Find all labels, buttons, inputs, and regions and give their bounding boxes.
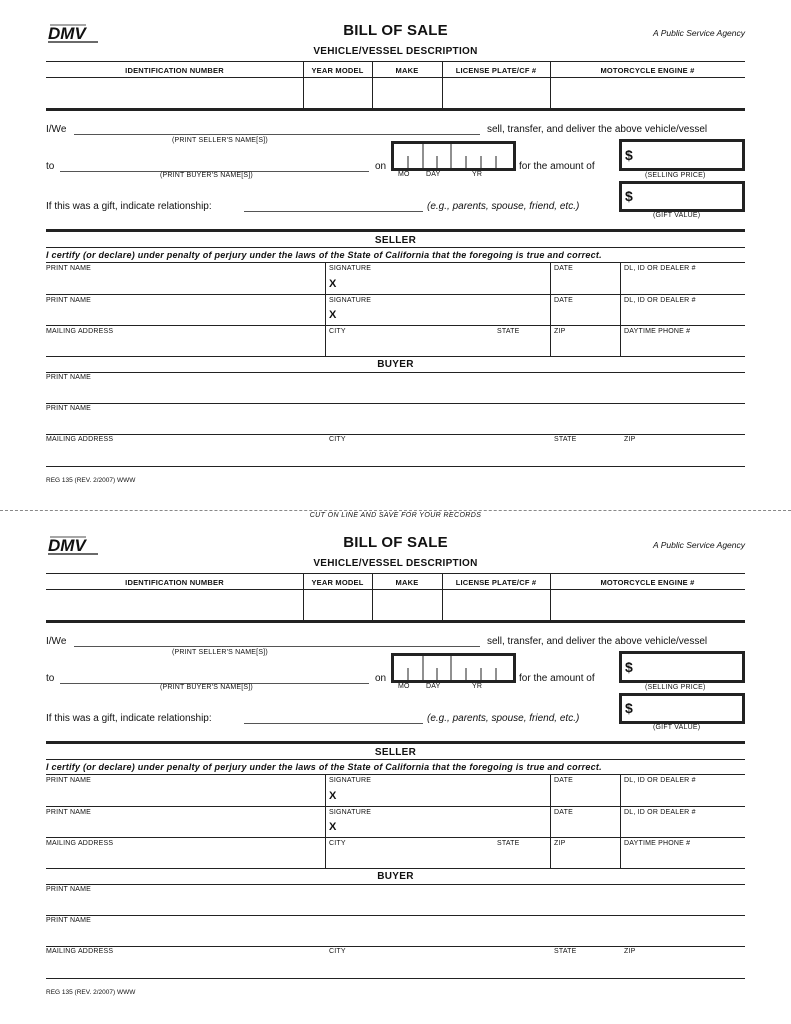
buyer1-print-name-field[interactable] [47,382,744,402]
to-label: to [46,673,55,684]
seller-daytime-phone-label: DAYTIME PHONE # [624,328,691,335]
on-label: on [375,161,387,172]
buyer2-print-name-label: PRINT NAME [46,405,92,412]
seller2-dl-label: DL, ID OR DEALER # [624,297,696,304]
sale-date-box[interactable] [391,141,516,171]
seller-city-label: CITY [329,840,346,847]
gift-value-caption: (GIFT VALUE) [653,724,701,731]
buyer-city-label: CITY [329,436,346,443]
seller1-signature-field[interactable] [340,273,549,293]
make-field[interactable] [373,590,441,619]
seller-city-label: CITY [329,328,346,335]
cut-line [0,510,791,511]
year-model-field[interactable] [304,590,371,619]
seller1-date-field[interactable] [551,785,619,805]
iwe-label: I/We [46,124,67,135]
buyer-city-label: CITY [329,948,346,955]
buyer-city-field[interactable] [326,444,550,465]
form-title: BILL OF SALE [343,534,448,551]
seller-mailing-address-label: MAILING ADDRESS [46,328,114,335]
seller2-signature-label: SIGNATURE [329,809,372,816]
seller1-signature-field[interactable] [340,785,549,805]
motorcycle-engine-field[interactable] [551,590,744,619]
gift-value-dollar: $ [625,188,633,204]
logo-text: DMV [48,24,86,43]
buyer1-print-name-field[interactable] [47,894,744,914]
year-model-field[interactable] [304,78,371,107]
buyer-state-label: STATE [554,948,577,955]
col-motorcycle-engine: MOTORCYCLE ENGINE # [600,66,695,75]
buyer-name-caption: (PRINT BUYER'S NAME[S]) [160,172,253,179]
buyer-state-label: STATE [554,436,577,443]
date-grid [394,144,513,168]
seller-name-line[interactable] [74,134,480,135]
sale-date-box[interactable] [391,653,516,683]
to-label: to [46,161,55,172]
gift-examples: (e.g., parents, spouse, friend, etc.) [427,713,580,724]
identification-number-field[interactable] [47,78,302,107]
buyer2-print-name-field[interactable] [47,413,744,433]
form-id-footer: REG 135 (REV. 2/2007) WWW [46,989,136,996]
date-yr-caption: YR [472,683,483,690]
col-make: MAKE [395,66,419,75]
seller1-date-field[interactable] [551,273,619,293]
buyer-state-field[interactable] [551,444,619,465]
seller-zip-field[interactable] [551,848,619,867]
col-make: MAKE [395,578,419,587]
seller-section-title: SELLER [374,747,417,758]
seller1-dl-label: DL, ID OR DEALER # [624,777,696,784]
buyer-name-caption: (PRINT BUYER'S NAME[S]) [160,684,253,691]
seller-section-title: SELLER [374,235,417,246]
amount-label: for the amount of [519,161,595,172]
col-license-plate: LICENSE PLATE/CF # [455,66,537,75]
selling-price-dollar: $ [625,147,633,163]
seller-mailing-address-field[interactable] [47,336,324,355]
seller-name-line[interactable] [74,646,480,647]
date-day-caption: DAY [426,683,441,690]
seller2-print-name-label: PRINT NAME [46,297,92,304]
seller1-print-name-label: PRINT NAME [46,265,92,272]
seller-name-caption: (PRINT SELLER'S NAME[S]) [172,649,268,656]
seller-city-state-field[interactable] [326,848,549,867]
seller1-date-label: DATE [554,777,573,784]
date-mo-caption: MO [398,171,410,178]
make-field[interactable] [373,78,441,107]
seller2-date-label: DATE [554,809,573,816]
selling-price-caption: (SELLING PRICE) [645,684,706,691]
gift-relationship-line[interactable] [244,723,423,724]
col-identification-number: IDENTIFICATION NUMBER [125,66,224,75]
seller-phone-field[interactable] [621,848,744,867]
seller2-signature-field[interactable] [340,305,549,324]
seller-name-caption: (PRINT SELLER'S NAME[S]) [172,137,268,144]
col-year-model: YEAR MODEL [311,578,364,587]
buyer-mailing-address-label: MAILING ADDRESS [46,436,114,443]
seller2-signature-x: X [329,821,337,833]
seller2-print-name-field[interactable] [47,305,324,324]
on-label: on [375,673,387,684]
gift-relationship-label: If this was a gift, indicate relationship: [46,201,212,212]
buyer-mailing-address-label: MAILING ADDRESS [46,948,114,955]
seller2-print-name-label: PRINT NAME [46,809,92,816]
seller-zip-field[interactable] [551,336,619,355]
seller-daytime-phone-label: DAYTIME PHONE # [624,840,691,847]
gift-value-box[interactable] [619,181,745,212]
seller2-signature-x: X [329,309,337,321]
selling-price-box[interactable] [619,139,745,171]
buyer-zip-field[interactable] [621,444,744,465]
seller1-print-name-field[interactable] [47,785,324,805]
gift-relationship-line[interactable] [244,211,423,212]
bill-of-sale-copy [0,512,791,1012]
seller-mailing-address-field[interactable] [47,848,324,867]
buyer2-print-name-field[interactable] [47,925,744,945]
gift-value-caption: (GIFT VALUE) [653,212,701,219]
agency-tagline: A Public Service Agency [653,540,745,550]
seller1-signature-x: X [329,278,337,290]
seller1-signature-label: SIGNATURE [329,777,372,784]
seller2-signature-field[interactable] [340,817,549,836]
vehicle-section-title: VEHICLE/VESSEL DESCRIPTION [313,558,478,569]
col-license-plate: LICENSE PLATE/CF # [455,578,537,587]
seller-mailing-address-label: MAILING ADDRESS [46,840,114,847]
perjury-certification: I certify (or declare) under penalty of perjury under the laws of the State of California that the foregoing is true and correct. [46,762,602,772]
iwe-label: I/We [46,636,67,647]
buyer-zip-label: ZIP [624,948,636,955]
seller-zip-label: ZIP [554,328,566,335]
seller1-dl-field[interactable] [621,273,744,293]
buyer-city-field[interactable] [326,956,550,977]
seller-phone-field[interactable] [621,336,744,355]
buyer2-print-name-label: PRINT NAME [46,917,92,924]
license-plate-field[interactable] [443,590,549,619]
seller2-date-field[interactable] [551,817,619,836]
col-identification-number: IDENTIFICATION NUMBER [125,578,224,587]
selling-price-box[interactable] [619,651,745,683]
buyer-mailing-address-field[interactable] [47,444,324,465]
seller-city-state-field[interactable] [326,336,549,355]
seller1-print-name-label: PRINT NAME [46,777,92,784]
col-motorcycle-engine: MOTORCYCLE ENGINE # [600,578,695,587]
seller2-dl-field[interactable] [621,817,744,836]
date-grid [394,656,513,680]
vehicle-section-title: VEHICLE/VESSEL DESCRIPTION [313,46,478,57]
date-yr-caption: YR [472,171,483,178]
buyer1-print-name-label: PRINT NAME [46,886,92,893]
gift-value-box[interactable] [619,693,745,724]
buyer-zip-label: ZIP [624,436,636,443]
seller1-print-name-field[interactable] [47,273,324,293]
buyer-zip-field[interactable] [621,956,744,977]
sell-transfer-text: sell, transfer, and deliver the above vehicle/vessel [487,636,708,647]
buyer-state-field[interactable] [551,956,619,977]
buyer-section-title: BUYER [377,359,414,370]
seller2-date-label: DATE [554,297,573,304]
date-mo-caption: MO [398,683,410,690]
seller-zip-label: ZIP [554,840,566,847]
gift-value-dollar: $ [625,700,633,716]
seller2-dl-label: DL, ID OR DEALER # [624,809,696,816]
col-year-model: YEAR MODEL [311,66,364,75]
gift-examples: (e.g., parents, spouse, friend, etc.) [427,201,580,212]
amount-label: for the amount of [519,673,595,684]
cut-line-label: CUT ON LINE AND SAVE FOR YOUR RECORDS [304,512,488,519]
bill-of-sale-original [0,0,791,500]
buyer-section-title: BUYER [377,871,414,882]
logo-text: DMV [48,536,86,555]
perjury-certification: I certify (or declare) under penalty of perjury under the laws of the State of California that the foregoing is true and correct. [46,250,602,260]
seller-state-label: STATE [497,840,520,847]
agency-tagline: A Public Service Agency [653,28,745,38]
form-title: BILL OF SALE [343,22,448,39]
seller1-date-label: DATE [554,265,573,272]
buyer1-print-name-label: PRINT NAME [46,374,92,381]
gift-relationship-label: If this was a gift, indicate relationship: [46,713,212,724]
seller-state-label: STATE [497,328,520,335]
sell-transfer-text: sell, transfer, and deliver the above vehicle/vessel [487,124,708,135]
seller2-print-name-field[interactable] [47,817,324,836]
license-plate-field[interactable] [443,78,549,107]
seller1-signature-x: X [329,790,337,802]
date-day-caption: DAY [426,171,441,178]
seller2-dl-field[interactable] [621,305,744,324]
seller2-signature-label: SIGNATURE [329,297,372,304]
seller2-date-field[interactable] [551,305,619,324]
seller1-dl-label: DL, ID OR DEALER # [624,265,696,272]
buyer-mailing-address-field[interactable] [47,956,324,977]
selling-price-caption: (SELLING PRICE) [645,172,706,179]
motorcycle-engine-field[interactable] [551,78,744,107]
seller1-dl-field[interactable] [621,785,744,805]
identification-number-field[interactable] [47,590,302,619]
form-id-footer: REG 135 (REV. 2/2007) WWW [46,477,136,484]
seller1-signature-label: SIGNATURE [329,265,372,272]
selling-price-dollar: $ [625,659,633,675]
